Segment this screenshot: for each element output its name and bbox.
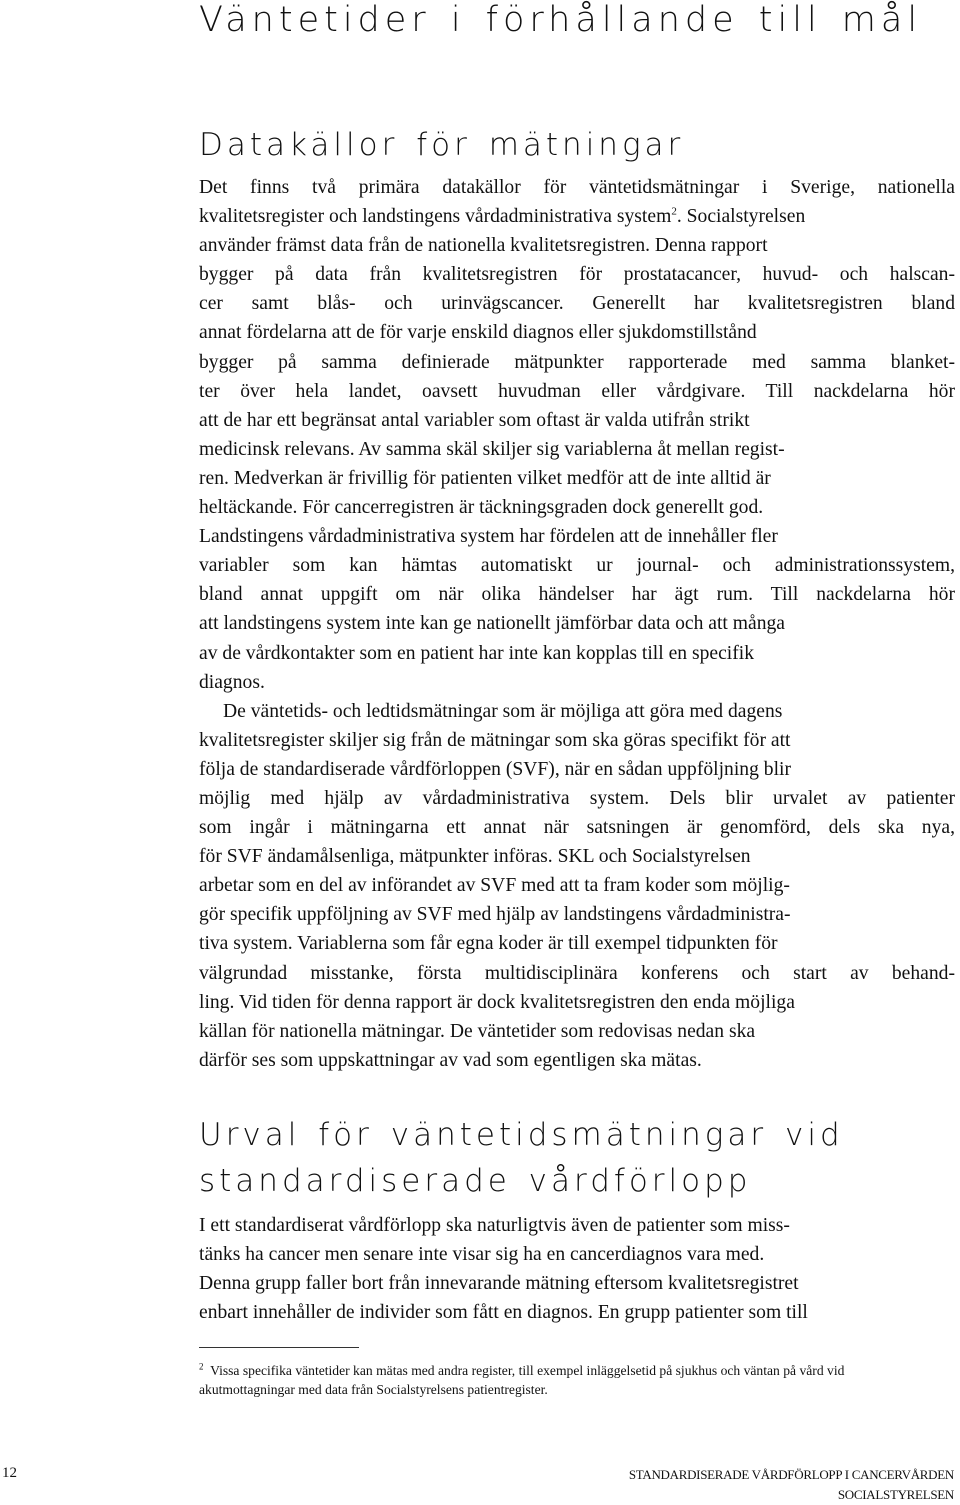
- footnote-marker: 2: [199, 1361, 204, 1372]
- text-line: annat fördelarna att de för varje enskild diagnos eller sjukdomstillstånd: [199, 322, 757, 344]
- text-line: för SVF ändamålsenliga, mätpunkter införas. SKL och Socialstyrelsen: [199, 846, 751, 868]
- footnote-line: akutmottagningar med data från Socialstyrelsens patientregister.: [199, 1382, 548, 1397]
- footnote-divider: [199, 1347, 359, 1348]
- text-line: Denna grupp faller bort från innevarande mätning eftersom kvalitetsregistret: [199, 1273, 799, 1295]
- text-line: använder främst data från de nationella kvalitetsregistren. Denna rapport: [199, 235, 768, 257]
- text-line: källan för nationella mätningar. De väntetider som redovisas nedan ska: [199, 1020, 756, 1042]
- footnote-text: Vissa specifika väntetider kan mätas med andra register, till exempel inläggelsetid på sjukhus och väntan på vård vid: [210, 1363, 845, 1378]
- page-title: Väntetider i förhållande till mål: [199, 0, 923, 40]
- text-line: [199, 202, 955, 231]
- text-line: bland annat uppgift om när olika händelser har ägt rum. Till nackdelarna hör: [199, 584, 955, 606]
- footnote-line: [199, 1361, 955, 1380]
- text-line: tänks ha cancer men senare inte visar sig ha en cancerdiagnos vara med.: [199, 1244, 765, 1266]
- text-line: som ingår i mätningarna ett annat när satsningen är genomförd, dels ska nya,: [199, 817, 955, 839]
- text-line: kvalitetsregister skiljer sig från de mätningar som ska göras specifikt för att: [199, 729, 791, 751]
- text-fragment: . Socialstyrelsen: [676, 206, 806, 228]
- section-heading-selection-line2: standardiserade vårdförlopp: [199, 1163, 752, 1199]
- text-line: möjlig med hjälp av vårdadministrativa system. Dels blir urvalet av patienter: [199, 787, 955, 809]
- running-head: [629, 1465, 954, 1505]
- text-line: Landstingens vårdadministrativa system har fördelen att de innehåller fler: [199, 526, 778, 548]
- page-number: 12: [2, 1465, 17, 1481]
- text-line: arbetar som en del av införandet av SVF med att ta fram koder som möjlig-: [199, 875, 790, 897]
- text-line: ren. Medverkan är frivillig för patienten vilket medför att de inte alltid är: [199, 467, 771, 489]
- text-line: av de vårdkontakter som en patient har inte kan kopplas till en specifik: [199, 642, 754, 664]
- section-heading-data-sources: Datakällor för mätningar: [199, 127, 685, 163]
- text-line: bygger på data från kvalitetsregistren för prostatacancer, huvud- och halscan-: [199, 264, 955, 286]
- running-head-title: STANDARDISERADE VÅRDFÖRLOPP I CANCERVÅRDEN: [628, 1467, 954, 1482]
- section-heading-selection-line1: Urval för väntetidsmätningar vid: [199, 1117, 844, 1153]
- text-line: tiva system. Variablerna som får egna koder är till exempel tidpunkten för: [199, 933, 778, 955]
- text-line: I ett standardiserat vårdförlopp ska naturligtvis även de patienter som miss-: [199, 1215, 790, 1236]
- text-line: Det finns två primära datakällor för väntetidsmätningar i Sverige, nationella: [199, 177, 955, 198]
- text-line: variabler som kan hämtas automatiskt ur journal- och administrationssystem,: [199, 555, 955, 577]
- text-line: heltäckande. För cancerregistren är täckningsgraden dock generellt god.: [199, 497, 764, 519]
- text-line: enbart innehåller de individer som fått en diagnos. En grupp patienter som till: [199, 1302, 808, 1324]
- footnote: [199, 1361, 955, 1399]
- text-line: bygger på samma definierade mätpunkter rapporterade med samma blanket-: [199, 351, 955, 373]
- running-head-publisher: SOCIALSTYRELSEN: [837, 1487, 954, 1502]
- text-line: diagnos.: [199, 671, 265, 693]
- footnote-reference[interactable]: 2: [671, 205, 677, 218]
- section-body-data-sources: [199, 173, 955, 1075]
- text-line: ling. Vid tiden för denna rapport är dock kvalitetsregistren den enda möjliga: [199, 991, 795, 1013]
- text-line: att landstingens system inte kan ge nationellt jämförbar data och att många: [199, 613, 786, 635]
- text-line: cer samt blås- och urinvägscancer. Generellt har kvalitetsregistren bland: [199, 293, 955, 315]
- text-line: välgrundad misstanke, första multidisciplinära konferens och start av behand-: [199, 962, 955, 984]
- text-line: därför ses som uppskattningar av vad som egentligen ska mätas.: [199, 1049, 702, 1071]
- text-line: att de har ett begränsat antal variabler som oftast är valda utifrån strikt: [199, 409, 750, 431]
- text-line: gör specifik uppföljning av SVF med hjälp av landstingens vårdadministra-: [199, 904, 791, 926]
- text-fragment: kvalitetsregister och landstingens vårdadministrativa system: [199, 206, 672, 228]
- text-line: följa de standardiserade vårdförloppen (SVF), när en sådan uppföljning blir: [199, 758, 791, 780]
- section-body-selection: [199, 1211, 955, 1327]
- text-line: De väntetids- och ledtidsmätningar som är möjliga att göra med dagens: [223, 700, 783, 722]
- text-line: medicinsk relevans. Av samma skäl skiljer sig variablerna åt mellan regist-: [199, 438, 785, 460]
- text-line: ter över hela landet, oavsett huvudman eller vårdgivare. Till nackdelarna hör: [199, 380, 955, 402]
